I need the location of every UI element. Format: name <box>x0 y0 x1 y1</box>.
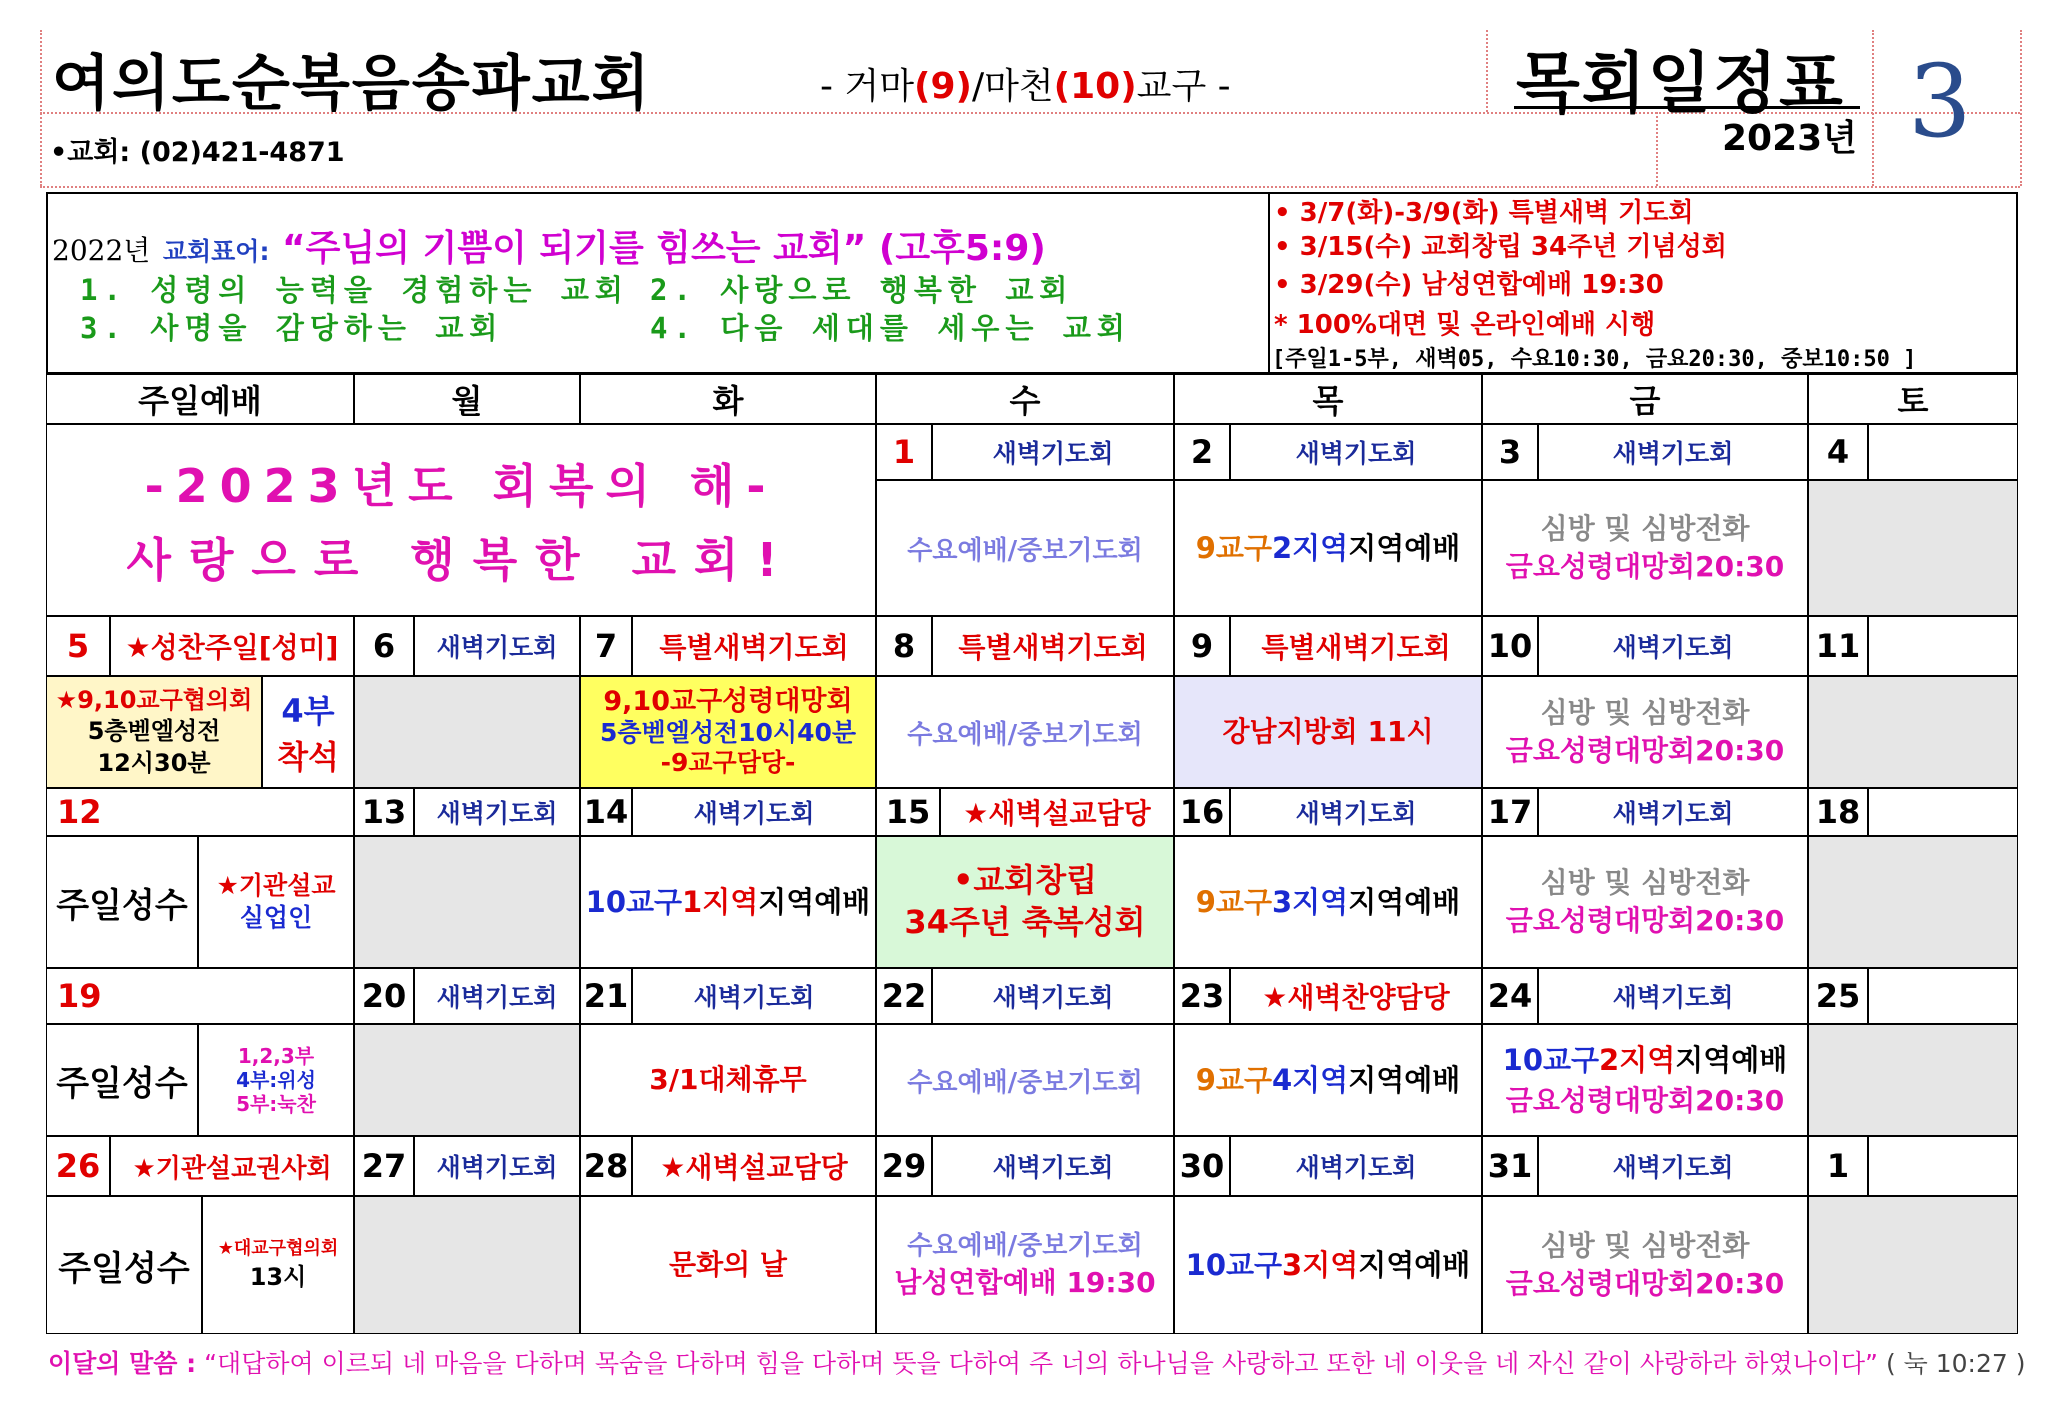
date-26: 26 <box>46 1136 110 1196</box>
empty-cell <box>1808 836 2018 968</box>
notice-4: * 100%대면 및 온라인예배 시행 <box>1274 310 1656 340</box>
council-title: ★9,10교구협의회 <box>55 686 253 715</box>
event-label: 새벽기도회 <box>1230 1136 1482 1196</box>
area-name: 1지역 <box>682 884 759 919</box>
friday-service: 금요성령대망회20:30 <box>1505 1267 1785 1300</box>
service-name: 지역예배 <box>758 884 871 919</box>
wed-service: 수요예배/중보기도회 <box>907 1230 1143 1261</box>
district-and-friday <box>1482 1024 1808 1136</box>
empty-cell <box>354 836 580 968</box>
wed-service: 수요예배/중보기도회 <box>876 1024 1174 1136</box>
date-8: 8 <box>876 616 932 676</box>
guide-line <box>1486 30 1488 112</box>
event-label: 새벽기도회 <box>414 1136 580 1196</box>
motto-year: 2022년 <box>52 234 151 267</box>
event-label: 새벽기도회 <box>1538 424 1808 480</box>
date-7: 7 <box>580 616 632 676</box>
event-label: 새벽기도회 <box>932 968 1174 1024</box>
date-18: 18 <box>1808 788 1868 836</box>
event-label: 특별새벽기도회 <box>932 616 1174 676</box>
area-name: 3지역 <box>1282 1247 1359 1282</box>
page-title: 목회일정표 <box>1516 45 1845 122</box>
district-name: 10교구 <box>1185 1247 1283 1282</box>
council-title: ★대교구협의회 <box>217 1237 339 1259</box>
district-name: 9교구 <box>1195 1062 1272 1097</box>
empty-cell <box>1808 1196 2018 1334</box>
wed-service: 수요예배/중보기도회 <box>876 480 1174 616</box>
service-part: 1,2,3부 <box>237 1044 315 1068</box>
date-15: 15 <box>876 788 940 836</box>
date-2: 2 <box>1174 424 1230 480</box>
priority-2: 2. 사랑으로 행복한 교회 <box>650 273 1074 307</box>
event-label: ★새벽설교담당 <box>940 788 1174 836</box>
guide-line <box>40 186 2020 188</box>
visitation-text: 심방 및 심방전화 <box>1540 512 1750 546</box>
friday-service: 금요성령대망회20:30 <box>1505 1083 1785 1117</box>
date-13: 13 <box>354 788 414 836</box>
date-28: 28 <box>580 1136 632 1196</box>
anniversary-event <box>876 836 1174 968</box>
date-11: 11 <box>1808 616 1868 676</box>
holiday: 3/1대체휴무 <box>580 1024 876 1136</box>
event-label: ★기관설교권사회 <box>110 1136 354 1196</box>
event-label: 새벽기도회 <box>932 1136 1174 1196</box>
sermon-note <box>198 836 354 968</box>
banner-cell <box>46 424 876 616</box>
weekday-wed: 수 <box>876 374 1174 424</box>
wed-service: 수요예배/중보기도회 <box>876 676 1174 788</box>
council-place: 5층벧엘성전 <box>87 717 221 746</box>
event-label: 특별새벽기도회 <box>632 616 876 676</box>
event-label: ★새벽찬양담당 <box>1230 968 1482 1024</box>
date-22: 22 <box>876 968 932 1024</box>
visitation-text: 심방 및 심방전화 <box>1540 1229 1750 1263</box>
district-service <box>1174 1196 1482 1334</box>
date-31: 31 <box>1482 1136 1538 1196</box>
sunday-keep: 주일성수 <box>46 1196 202 1334</box>
sermon-group: 실업인 <box>239 903 313 932</box>
event-label: 새벽기도회 <box>932 424 1174 480</box>
district-suffix: 교구 - <box>1136 66 1231 107</box>
date-5: 5 <box>46 616 110 676</box>
year-label: 2023년 <box>1722 118 1857 159</box>
visit-and-friday <box>1482 480 1808 616</box>
district-name: 10교구 <box>1502 1042 1600 1077</box>
priority-4: 4. 다음 세대를 세우는 교회 <box>650 311 1131 345</box>
guide-line <box>2020 30 2022 186</box>
date-9: 9 <box>1174 616 1230 676</box>
regional-meeting: 강남지방회 11시 <box>1174 676 1482 788</box>
month-number: 3 <box>1908 43 1972 160</box>
district-name: 9교구 <box>1195 884 1272 919</box>
sermon-title: ★기관설교 <box>216 870 336 900</box>
event-label: 새벽기도회 <box>1538 616 1808 676</box>
priority-1: 1. 성령의 능력을 경험하는 교회 <box>80 273 629 307</box>
mens-service: 남성연합예배 19:30 <box>894 1265 1156 1299</box>
date-next-1: 1 <box>1808 1136 1868 1196</box>
date-24: 24 <box>1482 968 1538 1024</box>
date-23: 23 <box>1174 968 1230 1024</box>
guide-line <box>1872 30 1874 186</box>
empty-cell <box>1808 1024 2018 1136</box>
weekday-thu: 목 <box>1174 374 1482 424</box>
district-service <box>1174 836 1482 968</box>
spirit-meeting <box>580 676 876 788</box>
weekday-sun: 주일예배 <box>46 374 354 424</box>
event-label: 새벽기도회 <box>1538 1136 1808 1196</box>
event-label: 새벽기도회 <box>1538 788 1808 836</box>
monthly-verse <box>48 1344 2026 1380</box>
district-name: 9교구 <box>1195 530 1272 565</box>
empty-cell <box>1868 968 2018 1024</box>
date-30: 30 <box>1174 1136 1230 1196</box>
district-number-10: (10) <box>1053 66 1137 107</box>
event-label: ★새벽설교담당 <box>632 1136 876 1196</box>
verse-label: 이달의 말씀 : <box>48 1349 197 1378</box>
meeting-title: 9,10교구성령대망회 <box>603 685 853 717</box>
area-name: 2지역 <box>1271 530 1349 565</box>
visit-and-friday <box>1482 676 1808 788</box>
motto-text: “주님의 기쁨이 되기를 힘쓰는 교회” (고후5:9) <box>282 228 1046 269</box>
notice-1: • 3/7(화)-3/9(화) 특별새벽 기도회 <box>1274 198 1694 228</box>
date-6: 6 <box>354 616 414 676</box>
district-mid: /마천 <box>971 66 1054 107</box>
worship-schedule: [주일1-5부, 새벽05, 수요10:30, 금요20:30, 중보10:50 ] <box>1272 347 1917 372</box>
sunday-keep: 주일성수 <box>46 1024 198 1136</box>
district-service <box>1174 1024 1482 1136</box>
meeting-place-time: 5층벧엘성전10시40분 <box>599 718 857 748</box>
banner-line-1: -2023년도 회복의 해- <box>144 459 778 513</box>
empty-cell <box>1808 480 2018 616</box>
weekday-sat: 토 <box>1808 374 2018 424</box>
event-label: 새벽기도회 <box>414 968 580 1024</box>
verse-reference: ( 눅 10:27 ) <box>1885 1349 2026 1378</box>
motto-label: 교회표어: <box>162 237 270 266</box>
service-name: 지역예배 <box>1348 884 1461 919</box>
weekday-mon: 월 <box>354 374 580 424</box>
friday-service: 금요성령대망회20:30 <box>1505 550 1785 583</box>
empty-cell <box>1868 616 2018 676</box>
date-3: 3 <box>1482 424 1538 480</box>
date-19: 19 <box>46 968 354 1024</box>
event-label: 새벽기도회 <box>632 788 876 836</box>
empty-cell <box>354 1024 580 1136</box>
service-name: 지역예배 <box>1358 1247 1471 1282</box>
service-part: 5부:눅찬 <box>236 1092 316 1116</box>
anniversary-title: •교회창립 <box>952 861 1098 900</box>
service-part: 4부 <box>281 692 335 730</box>
event-label: 새벽기도회 <box>1230 788 1482 836</box>
date-25: 25 <box>1808 968 1868 1024</box>
service-parts <box>198 1024 354 1136</box>
visitation-text: 심방 및 심방전화 <box>1540 866 1750 900</box>
seating-note <box>262 676 354 788</box>
date-14: 14 <box>580 788 632 836</box>
event-label: 특별새벽기도회 <box>1230 616 1482 676</box>
empty-cell <box>354 676 580 788</box>
service-name: 지역예배 <box>1348 530 1461 565</box>
district-service <box>580 836 876 968</box>
notice-3: • 3/29(수) 남성연합예배 19:30 <box>1274 270 1664 300</box>
guide-line <box>40 30 42 186</box>
event-label: 새벽기도회 <box>1230 424 1482 480</box>
priority-3: 3. 사명을 감당하는 교회 <box>80 311 504 345</box>
empty-cell <box>1868 788 2018 836</box>
date-12: 12 <box>46 788 354 836</box>
date-21: 21 <box>580 968 632 1024</box>
date-16: 16 <box>1174 788 1230 836</box>
church-motto <box>52 220 1046 271</box>
service-name: 지역예배 <box>1348 1062 1461 1097</box>
title-underline <box>1514 106 1860 109</box>
event-label: ★성찬주일[성미] <box>110 616 354 676</box>
area-name: 2지역 <box>1599 1042 1676 1077</box>
date-27: 27 <box>354 1136 414 1196</box>
meeting-host: -9교구담당- <box>660 748 796 778</box>
date-20: 20 <box>354 968 414 1024</box>
weekday-fri: 금 <box>1482 374 1808 424</box>
district-prefix: - 거마 <box>820 66 914 107</box>
date-17: 17 <box>1482 788 1538 836</box>
empty-cell <box>1868 424 2018 480</box>
date-4: 4 <box>1808 424 1868 480</box>
date-29: 29 <box>876 1136 932 1196</box>
empty-cell <box>1808 676 2018 788</box>
verse-text: “대답하여 이르되 네 마음을 다하며 목숨을 다하며 힘을 다하며 뜻을 다하여 주 너의 하나님을 사랑하고 또한 네 이웃을 네 자신 같이 사랑하라 하였나이다” <box>204 1349 1878 1378</box>
visitation-text: 심방 및 심방전화 <box>1540 696 1750 730</box>
council-note <box>202 1196 354 1334</box>
notice-2: • 3/15(수) 교회창립 34주년 기념성회 <box>1274 232 1727 262</box>
council-time: 12시30분 <box>97 748 211 777</box>
sunday-keep: 주일성수 <box>46 836 198 968</box>
visit-and-friday <box>1482 1196 1808 1334</box>
visit-and-friday <box>1482 836 1808 968</box>
banner-line-2: 사랑으로 행복한 교회! <box>126 533 796 587</box>
district-number-9: (9) <box>914 66 972 107</box>
area-name: 4지역 <box>1271 1062 1349 1097</box>
empty-cell <box>1868 1136 2018 1196</box>
district-title <box>820 58 1231 109</box>
service-name: 지역예배 <box>1675 1042 1788 1077</box>
empty-cell <box>354 1196 580 1334</box>
district-service <box>1174 480 1482 616</box>
date-1: 1 <box>876 424 932 480</box>
council-meeting <box>46 676 262 788</box>
church-name: 여의도순복음송파교회 <box>52 49 652 119</box>
date-10: 10 <box>1482 616 1538 676</box>
service-part: 4부:위성 <box>236 1068 316 1092</box>
event-label: 새벽기도회 <box>414 616 580 676</box>
weekday-tue: 화 <box>580 374 876 424</box>
event-label: 새벽기도회 <box>414 788 580 836</box>
church-phone: •교회: (02)421-4871 <box>50 137 345 168</box>
area-name: 3지역 <box>1271 884 1349 919</box>
seating-text: 착석 <box>277 738 339 776</box>
council-time: 13시 <box>249 1262 307 1291</box>
anniversary-detail: 34주년 축복성회 <box>904 903 1146 941</box>
event-label: 새벽기도회 <box>1538 968 1808 1024</box>
district-name: 10교구 <box>585 884 683 919</box>
event-label: 새벽기도회 <box>632 968 876 1024</box>
friday-service: 금요성령대망회20:30 <box>1505 904 1785 937</box>
culture-day: 문화의 날 <box>580 1196 876 1334</box>
friday-service: 금요성령대망회20:30 <box>1505 734 1785 767</box>
info-divider <box>1268 192 1270 374</box>
wed-services <box>876 1196 1174 1334</box>
